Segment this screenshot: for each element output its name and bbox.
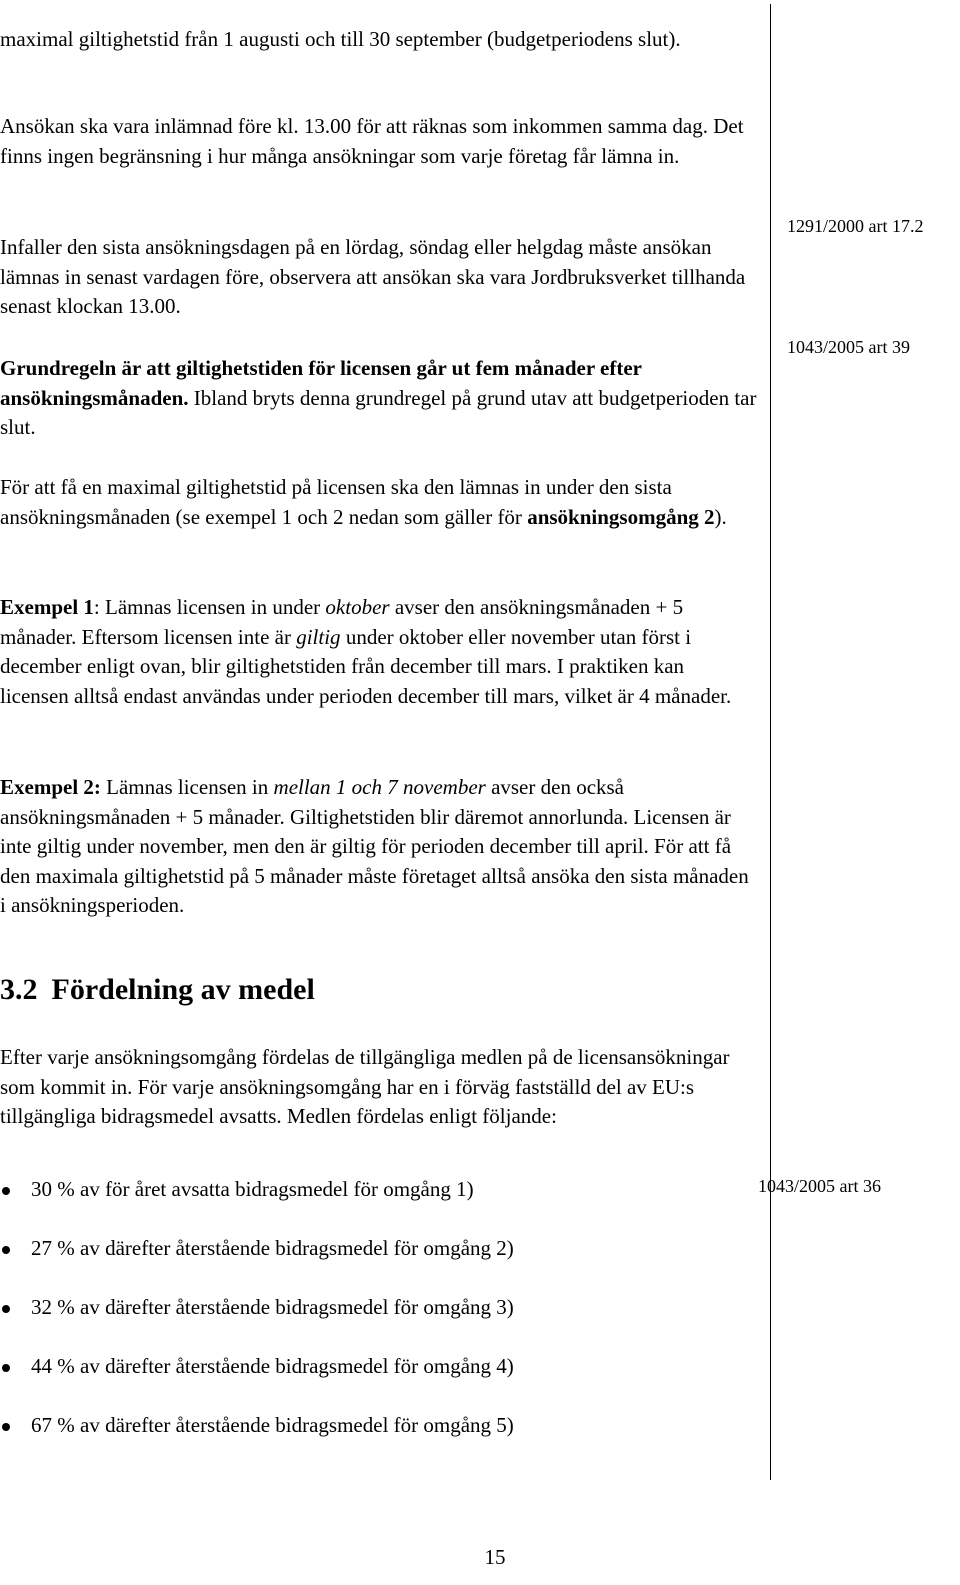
margin-reference: 1043/2005 art 39: [787, 337, 910, 357]
bullet-icon: [2, 1423, 10, 1431]
example-2-label: Exempel 2:: [0, 775, 101, 799]
section-number: 3.2: [0, 973, 38, 1006]
example-2-text-a: Lämnas licensen in: [100, 775, 274, 799]
list-item-text: 27 % av därefter återstående bidragsmedel för omgång 2): [31, 1236, 514, 1260]
bullet-icon: [2, 1187, 10, 1195]
paragraph-validity-period: maximal giltighetstid från 1 augusti och till 30 september (budgetperiodens slut).: [0, 27, 681, 51]
paragraph-weekend-rule: Infaller den sista ansökningsdagen på en lördag, söndag eller helgdag måste ansökan lämnas in senast vardagen före, observera att ansökan ska vara Jordbruksverket tillhanda senast klockan 13.00.: [0, 235, 746, 318]
example-2-text-b: avser den också ansökningsmånaden + 5 månader. Giltighetstiden blir däremot annorlunda. Licensen är inte giltig under november, men den är giltig för perioden december till april. För att få den maximala giltighetstid på 5 månader måste företaget alltså ansöka den sista månaden i ansökningsperioden.: [0, 775, 749, 917]
bullet-icon: [2, 1246, 10, 1254]
paragraph-basic-rule: [0, 354, 758, 443]
max-validity-text: För att få en maximal giltighetstid på licensen ska den lämnas in under den sista ansökningsmånaden (se exempel 1 och 2 nedan som gäller för: [0, 475, 672, 529]
example-1-em-valid: giltig: [296, 624, 341, 649]
page-number: 15: [484, 1545, 506, 1569]
bullet-icon: [2, 1305, 10, 1313]
example-1-text-a: : Lämnas licensen in under: [93, 595, 326, 619]
paragraph-distribution-intro: Efter varje ansökningsomgång fördelas de tillgängliga medlen på de licensansökningar som kommit in. För varje ansökningsomgång har en i förväg fastställd del av EU:s tillgängliga bidragsmedel avsatts. Medlen fördelas enligt följande:: [0, 1045, 730, 1128]
paragraph-example-2: [0, 773, 758, 921]
bullet-icon: [2, 1364, 10, 1372]
margin-divider: [770, 4, 771, 1480]
distribution-list: [0, 1175, 758, 1470]
example-1-text-b: avser den ansökningsmånaden + 5 månader. Eftersom licensen inte är: [0, 595, 684, 649]
max-validity-bold: ansökningsomgång 2: [527, 504, 715, 529]
list-item: [0, 1175, 758, 1234]
example-1-em-october: oktober: [325, 595, 390, 619]
paragraph-maximal-validity: [0, 473, 758, 532]
list-item: [0, 1411, 758, 1470]
list-item: [0, 1293, 758, 1352]
example-2-em-dates: mellan 1 och 7 november: [273, 775, 486, 799]
list-item-text: 67 % av därefter återstående bidragsmedel för omgång 5): [31, 1413, 514, 1437]
list-item-text: 44 % av därefter återstående bidragsmedel för omgång 4): [31, 1354, 514, 1378]
example-1-label: Exempel 1: [0, 595, 94, 619]
section-heading: [0, 970, 315, 1010]
section-title: Fördelning av medel: [51, 973, 315, 1006]
margin-reference: 1291/2000 art 17.2: [787, 216, 924, 236]
basic-rule-rest: Ibland bryts denna grundregel på grund utav att budgetperioden tar slut.: [0, 385, 757, 439]
example-1-text-c: under oktober eller november utan först i december enligt ovan, blir giltighetstiden från december till mars. I praktiken kan licensen alltså endast användas under perioden december till mars, vilket är 4 månader.: [0, 624, 732, 708]
basic-rule-bold: Grundregeln är att giltighetstiden för licensen går ut fem månader efter ansökningsmånaden.: [0, 356, 642, 410]
list-item-text: 32 % av därefter återstående bidragsmedel för omgång 3): [31, 1295, 514, 1319]
paragraph-submission-deadline: Ansökan ska vara inlämnad före kl. 13.00 för att räknas som inkommen samma dag. Det finns ingen begränsning i hur många ansökningar som varje företag får lämna in.: [0, 114, 744, 168]
list-item: [0, 1234, 758, 1293]
list-item-text: 30 % av för året avsatta bidragsmedel för omgång 1): [31, 1177, 474, 1201]
margin-reference: 1043/2005 art 36: [758, 1176, 881, 1196]
max-validity-end: ).: [714, 504, 727, 529]
list-item: [0, 1352, 758, 1411]
paragraph-example-1: [0, 593, 758, 711]
